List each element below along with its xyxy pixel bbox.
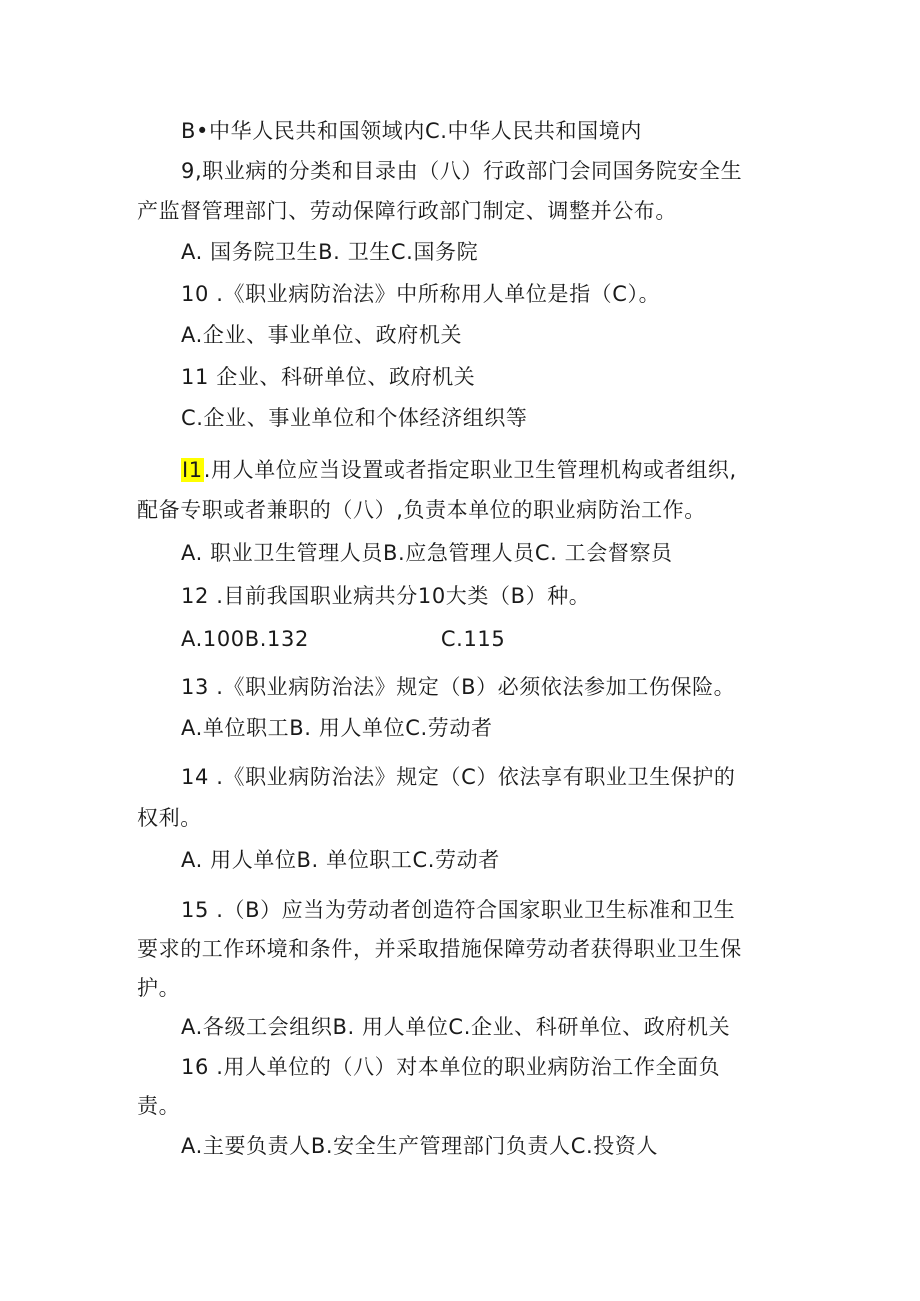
options-line: A.企业、事业单位、政府机关	[181, 323, 463, 347]
options-line: A. 职业卫生管理人员B.应急管理人员C. 工会督察员	[181, 541, 673, 565]
options-line: C.企业、事业单位和个体经济组织等	[181, 406, 528, 430]
question-10: 10 .《职业病防治法》中所称用人单位是指（C）。	[181, 282, 661, 306]
text-line: 要求的工作环境和条件，并采取措施保障劳动者获得职业卫生保	[137, 937, 742, 961]
question-text: .用人单位应当设置或者指定职业卫生管理机构或者组织,	[203, 458, 737, 482]
option-c: C.115	[440, 627, 506, 651]
question-12: 12 .目前我国职业病共分10大类（B）种。	[181, 584, 591, 608]
question-9: 9,职业病的分类和目录由（八）行政部门会同国务院安全生	[181, 159, 743, 183]
text-line: 权利。	[137, 806, 202, 830]
text-line: 配备专职或者兼职的（八）,负责本单位的职业病防治工作。	[137, 498, 706, 522]
text-line: B•中华人民共和国领域内C.中华人民共和国境内	[181, 119, 642, 143]
question-15: 15 .（B）应当为劳动者创造符合国家职业卫生标准和卫生	[181, 898, 736, 922]
highlight-marker: I1	[182, 458, 203, 482]
question-13: 13 .《职业病防治法》规定（B）必须依法参加工伤保险。	[181, 675, 736, 699]
options-line: A. 国务院卫生B. 卫生C.国务院	[181, 240, 479, 264]
options-line: 11 企业、科研单位、政府机关	[181, 365, 476, 389]
text-line: 责。	[137, 1094, 181, 1118]
options-line: A.各级工会组织B. 用人单位C.企业、科研单位、政府机关	[181, 1015, 731, 1039]
text-line: 产监督管理部门、劳动保障行政部门制定、调整并公布。	[137, 199, 677, 223]
text-line: 护。	[137, 976, 181, 1000]
options-line	[181, 626, 505, 652]
options-line: A. 用人单位B. 单位职工C.劳动者	[181, 848, 500, 872]
option-a-b: A.100B.132	[181, 627, 309, 651]
question-16: 16 .用人单位的（八）对本单位的职业病防治工作全面负	[181, 1055, 721, 1079]
options-line: A.主要负责人B.安全生产管理部门负责人C.投资人	[181, 1134, 659, 1158]
options-line: A.单位职工B. 用人单位C.劳动者	[181, 716, 493, 740]
question-14: 14 .《职业病防治法》规定（C）依法享有职业卫生保护的	[181, 765, 736, 789]
question-11	[181, 457, 737, 483]
